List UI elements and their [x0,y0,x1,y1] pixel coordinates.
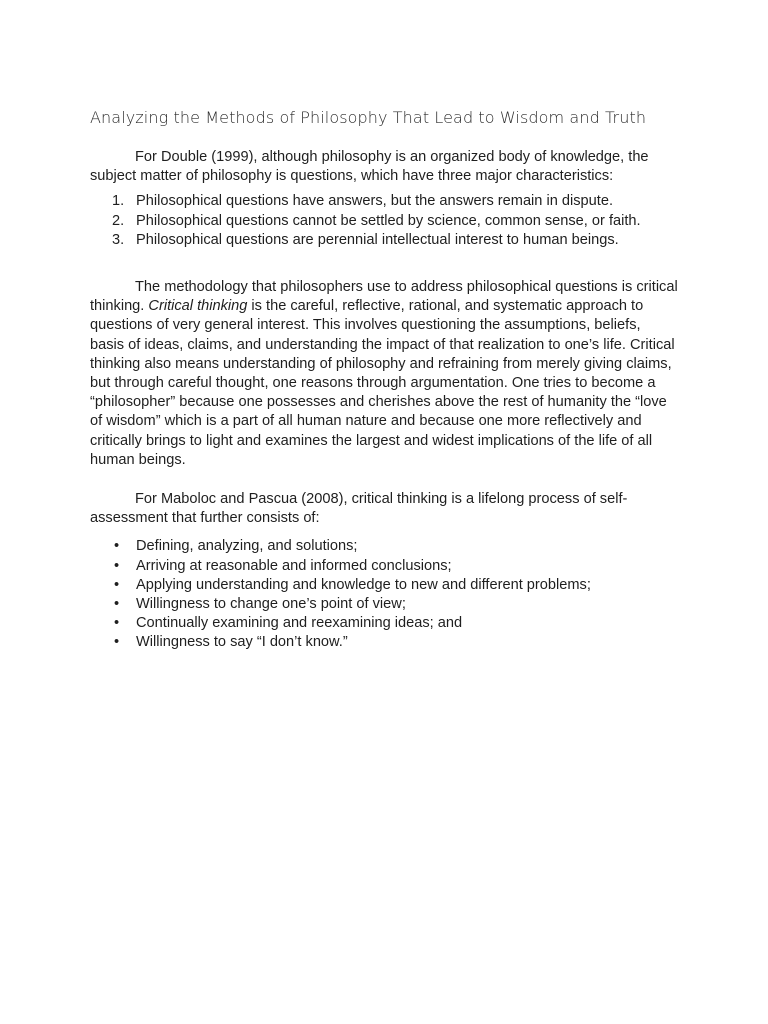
bullet-item [90,595,678,614]
intro-paragraph: For Double (1999), although philosophy is an organized body of knowledge, the subject matter of philosophy is questions, which have three major characteristics: [90,149,649,185]
spacer [90,250,678,278]
bullet-item [90,614,678,633]
bullet-icon: • [114,596,120,613]
document-title: Analyzing the Methods of Philosophy That Lead to Wisdom and Truth [90,108,647,127]
bullet-item [90,557,678,576]
characteristics-list [90,192,678,250]
list-item-number: 3. [112,231,125,248]
bullet-icon: • [114,538,120,555]
bullet-icon: • [114,615,120,632]
methodology-text-after: is the careful, reflective, rational, and systematic approach to questions of very general interest. This involves questioning the assumptions, beliefs, basis of ideas, claims, and understanding the impact of that realization to one’s life. Critical thinking also means understanding of philosophy and refraining from merely giving claims, but through careful thought, one reasons through argumentation. One tries to become a “philosopher” because one possesses and cherishes above the rest of humanity the “love of wisdom” which is a part of all human nature and because one more reflectively and critically brings to light and examines the largest and widest implications of the life of all human beings. [90,298,675,468]
methodology-text-before: The methodology that philosophers use to address philosophical questions is critical thinking. [90,279,678,315]
bullet-text: Willingness to say “I don’t know.” [136,634,348,651]
list-item [90,231,678,250]
bullet-item [90,633,678,652]
list-item-number: 1. [112,193,125,210]
bullet-item [90,537,678,556]
methodology-paragraph [90,278,678,470]
bullet-text: Continually examining and reexamining ideas; and [136,615,463,632]
bullet-text: Applying understanding and knowledge to new and different problems; [136,576,591,593]
critical-thinking-list [90,537,678,652]
bullet-item [90,576,678,595]
list-item [90,212,678,231]
bullet-text: Arriving at reasonable and informed conclusions; [136,557,452,574]
bullet-text: Defining, analyzing, and solutions; [136,538,358,555]
bullet-icon: • [114,557,120,574]
list-item [90,192,678,211]
list-item-text: Philosophical questions cannot be settled by science, common sense, or faith. [136,212,641,229]
bullet-icon: • [114,576,120,593]
list-item-number: 2. [112,212,125,229]
bullet-text: Willingness to change one’s point of view; [136,596,406,613]
maboloc-paragraph: For Maboloc and Pascua (2008), critical thinking is a lifelong process of self-assessment that further consists of: [90,491,628,527]
bullet-icon: • [114,634,120,651]
critical-thinking-term: Critical thinking [148,298,248,315]
spacer [90,470,678,490]
list-item-text: Philosophical questions have answers, but the answers remain in dispute. [136,193,613,210]
list-item-text: Philosophical questions are perennial intellectual interest to human beings. [136,231,619,248]
